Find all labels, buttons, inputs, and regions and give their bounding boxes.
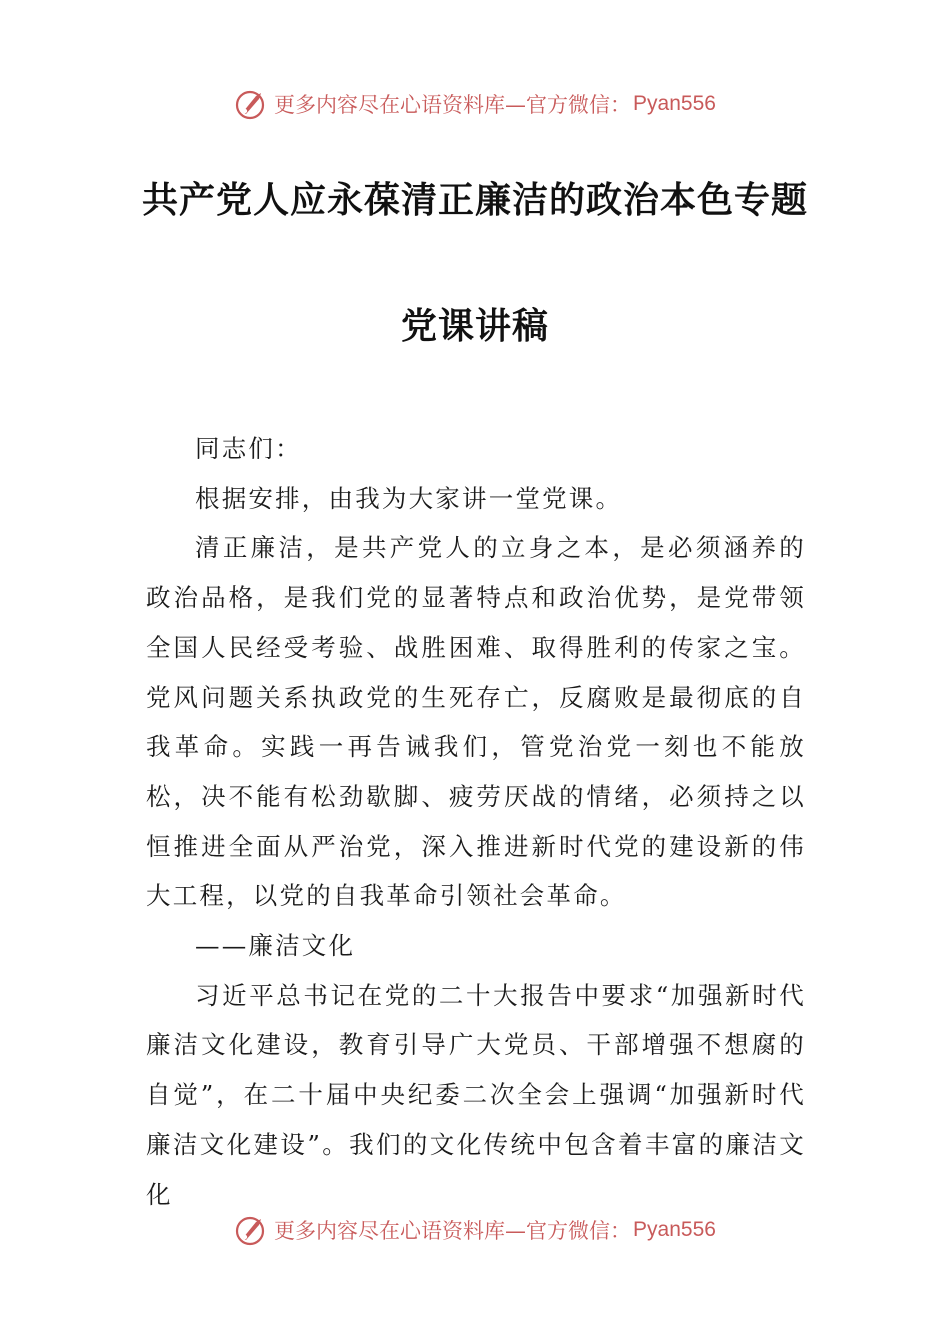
document-title-line-2: 党课讲稿 [400,306,549,347]
document-title-line-1: 共产党人应永葆清正廉洁的政治本色专题 [141,180,808,221]
header-banner-text: 更多内容尽在心语资料库—官方微信： [274,93,632,117]
pen-nib-logo-icon [234,1213,268,1247]
document-body [146,424,806,1219]
header-wechat-id: Pyan556 [633,92,716,115]
section-heading: ——廉洁文化 [195,931,356,961]
opening-paragraph: 根据安排，由我为大家讲一堂党课。 [195,483,623,513]
footer-watermark-banner [0,1210,950,1250]
footer-wechat-id: Pyan556 [633,1218,716,1241]
body-paragraph: 清正廉洁，是共产党人的立身之本，是必须涵养的政治品格，是我们党的显著特点和政治优势，是党带领全国人民经受考验、战胜困难、取得胜利的传家之宝。党风问题关系执政党的生死存亡，反腐败是最彻底的自我革命。实践一再告诫我们，管党治党一刻也不能放松，决不能有松劲歇脚、疲劳厌战的情绪，必须持之以恒推进全面从严治党，深入推进新时代党的建设新的伟大工程，以党的自我革命引领社会革命。 [146,533,806,911]
salutation-paragraph: 同志们： [195,434,302,463]
body-paragraph: 习近平总书记在党的二十大报告中要求“加强新时代廉洁文化建设，教育引导广大党员、干部增强不想腐的自觉”，在二十届中央纪委二次全会上强调“加强新时代廉洁文化建设”。我们的文化传统中包含着丰富的廉洁文化 [146,980,806,1209]
pen-nib-logo-icon [234,87,268,121]
header-watermark-banner [0,84,950,124]
footer-banner-text: 更多内容尽在心语资料库—官方微信： [274,1219,632,1243]
